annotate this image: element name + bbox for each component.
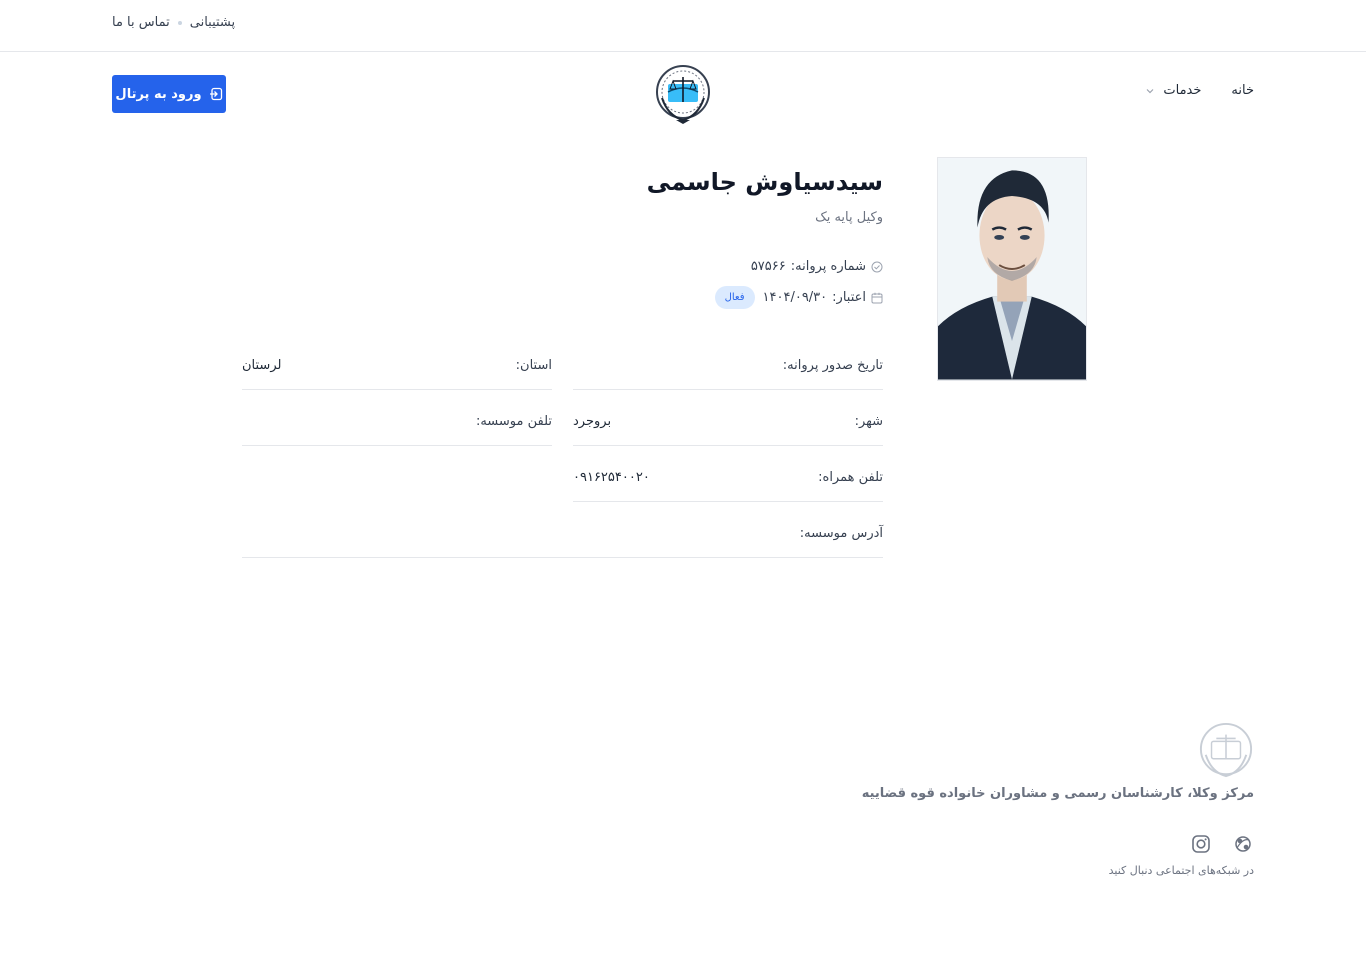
lawyer-title: وکیل پایه یک — [815, 210, 883, 225]
mobile-field — [573, 470, 883, 502]
chevron-down-icon — [1145, 86, 1155, 96]
nav-home-link[interactable]: خانه — [1231, 83, 1254, 98]
support-link[interactable]: پشتیبانی — [189, 15, 236, 30]
address-field — [242, 526, 883, 558]
check-circle-icon — [871, 261, 883, 273]
institute-phone-label: تلفن موسسه: — [475, 414, 552, 429]
mobile-value[interactable]: ۰۹۱۶۲۵۴۰۰۲۰ — [573, 470, 650, 485]
license-label: شماره پروانه: — [790, 259, 866, 274]
validity-row — [715, 286, 883, 309]
city-value: بروجرد — [573, 414, 612, 429]
social-network-icon[interactable] — [1233, 834, 1253, 854]
top-links — [112, 15, 235, 30]
footer-org-name: مرکز وکلا، کارشناسان رسمی و مشاوران خانواده قوه قضاییه — [861, 786, 1254, 801]
top-bar — [0, 0, 1366, 52]
nav-services-menu[interactable] — [1145, 83, 1201, 98]
calendar-icon — [871, 292, 883, 304]
institute-phone-field — [242, 414, 552, 446]
status-badge: فعال — [715, 286, 755, 309]
login-icon — [209, 87, 223, 101]
issue-date-field — [573, 358, 883, 390]
province-value: لرستان — [242, 358, 282, 373]
address-label: آدرس موسسه: — [799, 526, 883, 541]
instagram-icon[interactable] — [1191, 834, 1211, 854]
portal-login-label: ورود به پرتال — [115, 86, 202, 102]
city-field — [573, 414, 883, 446]
main-nav — [1145, 83, 1254, 98]
social-follow-text: در شبکه‌های اجتماعی دنبال کنید — [1108, 864, 1254, 877]
emblem-logo[interactable] — [654, 64, 712, 124]
city-label: شهر: — [854, 414, 883, 429]
separator-dot — [178, 21, 182, 25]
province-field — [242, 358, 552, 390]
portal-login-button[interactable] — [112, 75, 226, 113]
footer-emblem-logo — [1198, 722, 1254, 780]
profile-photo — [937, 157, 1087, 381]
province-label: استان: — [515, 358, 552, 373]
issue-date-label: تاریخ صدور پروانه: — [782, 358, 883, 373]
license-number: ۵۷۵۶۶ — [750, 259, 786, 274]
validity-date: ۱۴۰۴/۰۹/۳۰ — [762, 290, 828, 305]
license-row — [751, 259, 883, 274]
lawyer-name: سیدسیاوش جاسمی — [646, 168, 883, 196]
validity-label: اعتبار: — [832, 290, 866, 305]
mobile-label: تلفن همراه: — [818, 470, 883, 485]
contact-link[interactable]: تماس با ما — [112, 15, 170, 30]
nav-services-label: خدمات — [1163, 83, 1202, 98]
